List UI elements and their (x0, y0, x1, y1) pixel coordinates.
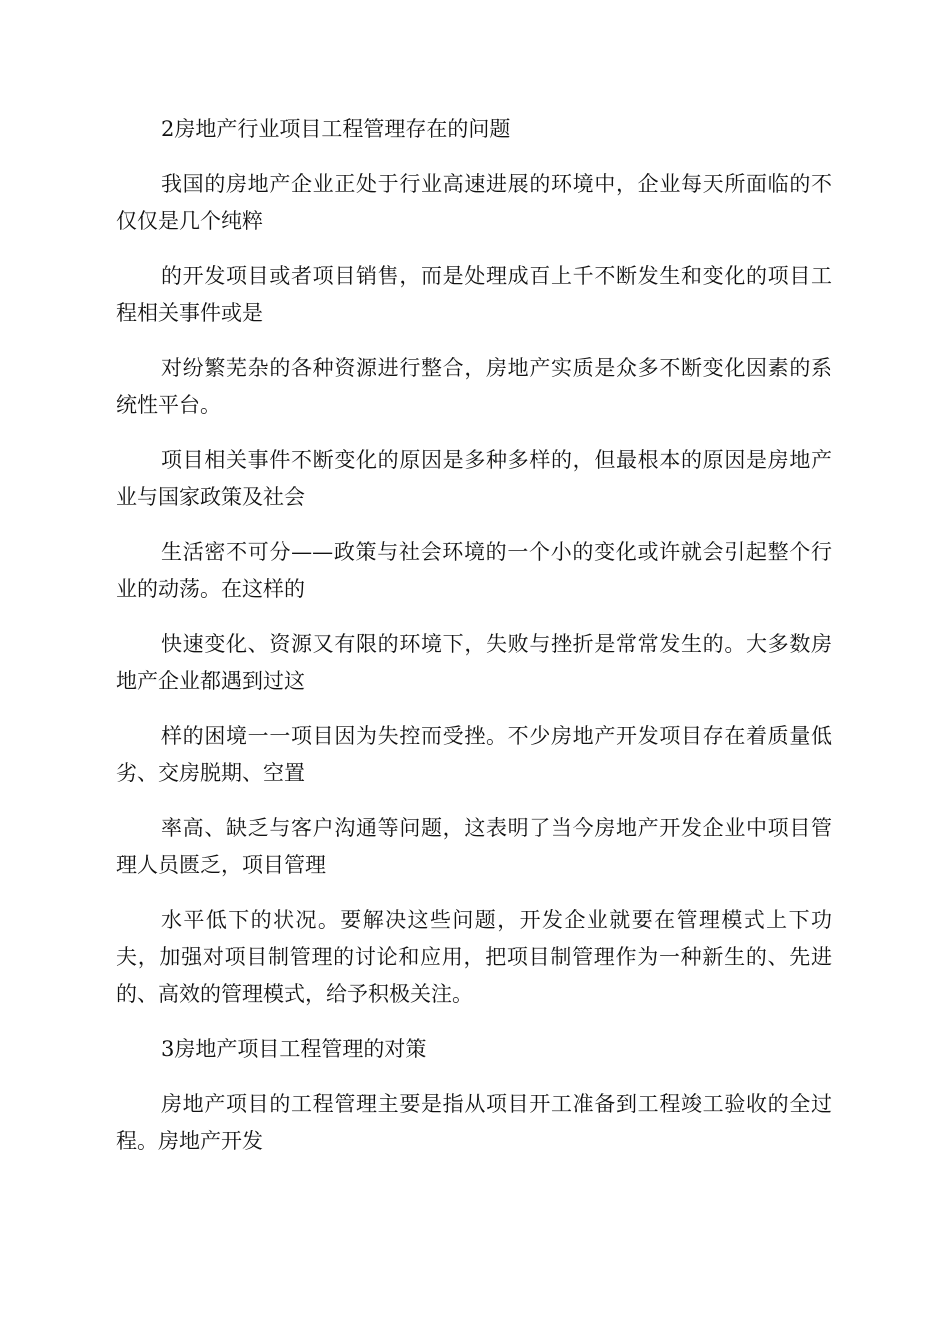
paragraph: 率高、缺乏与客户沟通等问题，这表明了当今房地产开发企业中项目管理人员匮乏，项目管理 (116, 816, 832, 877)
paragraph: 样的困境一一项目因为失控而受挫。不少房地产开发项目存在着质量低劣、交房脱期、空置 (116, 724, 832, 785)
paragraph: 快速变化、资源又有限的环境下，失败与挫折是常常发生的。大多数房地产企业都遇到过这 (116, 632, 832, 693)
paragraph: 生活密不可分——政策与社会环境的一个小的变化或许就会引起整个行业的动荡。在这样的 (116, 540, 832, 601)
paragraph: 我国的房地产企业正处于行业高速进展的环境中，企业每天所面临的不仅仅是几个纯粹 (116, 172, 832, 233)
paragraph: 水平低下的状况。要解决这些问题，开发企业就要在管理模式上下功夫，加强对项目制管理的讨论和应用，把项目制管理作为一种新生的、先进的、高效的管理模式，给予积极关注。 (116, 908, 832, 1006)
paragraph: 对纷繁芜杂的各种资源进行整合，房地产实质是众多不断变化因素的系统性平台。 (116, 356, 832, 417)
paragraph: 项目相关事件不断变化的原因是多种多样的，但最根本的原因是房地产业与国家政策及社会 (116, 448, 832, 509)
section-heading-3: 3房地产项目工程管理的对策 (161, 1037, 427, 1061)
document-body (116, 111, 832, 1178)
paragraph: 房地产项目的工程管理主要是指从项目开工准备到工程竣工验收的全过程。房地产开发 (116, 1092, 832, 1153)
paragraph: 的开发项目或者项目销售，而是处理成百上千不断发生和变化的项目工程相关事件或是 (116, 264, 832, 325)
section-heading-2: 2房地产行业项目工程管理存在的问题 (161, 117, 511, 141)
